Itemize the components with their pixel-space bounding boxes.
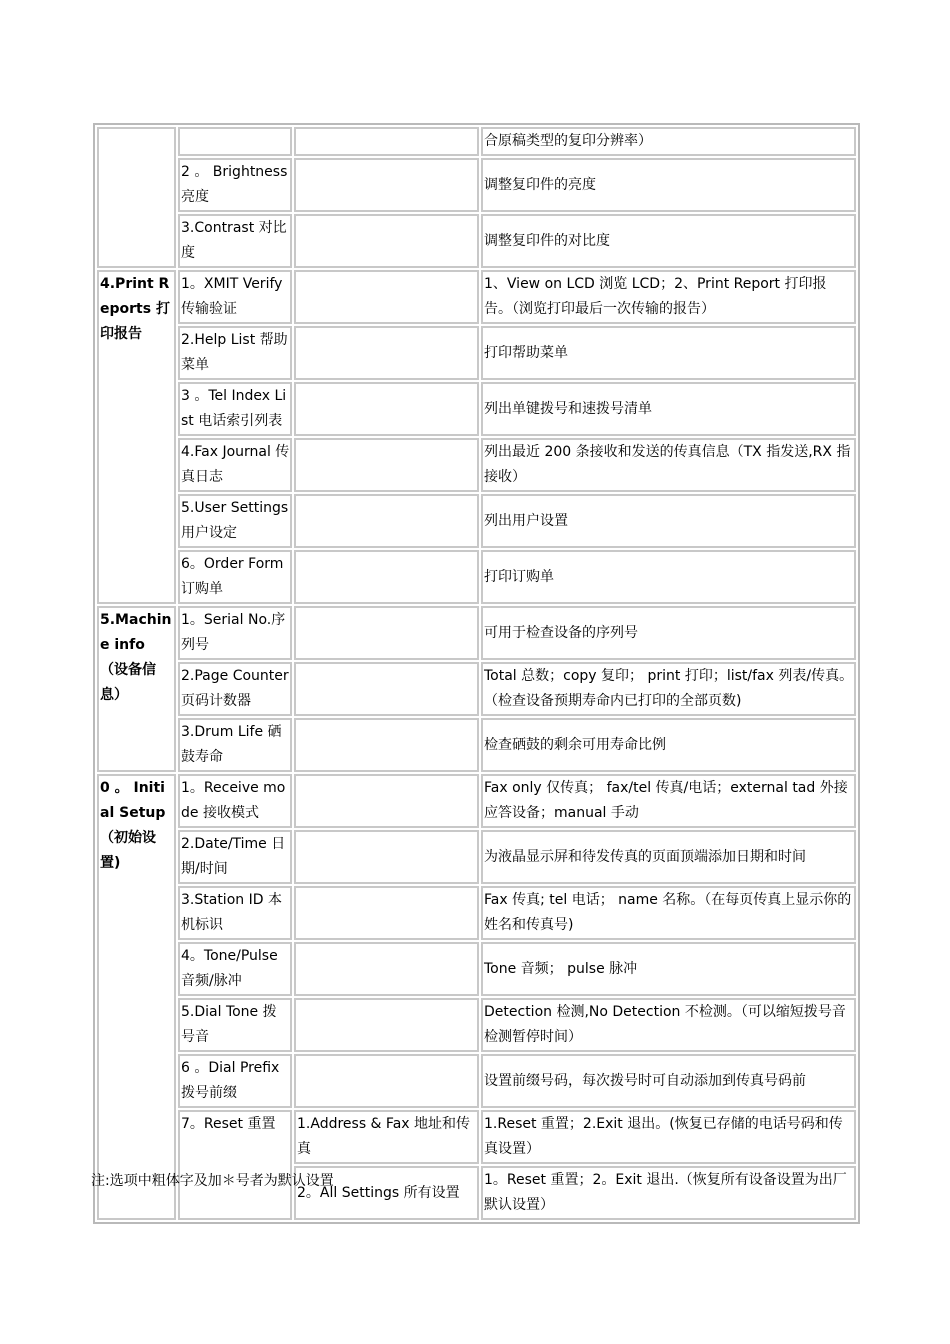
subitem-cell [294,494,479,548]
table-row [97,494,856,548]
description-cell: 列出最近 200 条接收和发送的传真信息（TX 指发送,RX 指接收） [481,438,856,492]
table-row [97,382,856,436]
table-row [97,942,856,996]
subitem-cell [294,270,479,324]
table-row [97,438,856,492]
subitem-cell [294,830,479,884]
subitem-cell [294,438,479,492]
description-cell: 调整复印件的对比度 [481,214,856,268]
description-cell: 合原稿类型的复印分辨率） [481,127,856,156]
item-cell: 5.Dial Tone 拨号音 [178,998,292,1052]
table-row [97,127,856,156]
category-print-reports: 4.Print Reports 打印报告 [97,270,176,604]
item-cell: 2.Help List 帮助菜单 [178,326,292,380]
description-cell: 检查硒鼓的剩余可用寿命比例 [481,718,856,772]
table-row [97,214,856,268]
item-cell: 4.Fax Journal 传真日志 [178,438,292,492]
description-cell: Total 总数；copy 复印； print 打印；list/fax 列表/传真。（检查设备预期寿命内已打印的全部页数) [481,662,856,716]
item-cell: 2.Page Counter 页码计数器 [178,662,292,716]
subitem-cell [294,774,479,828]
item-cell [178,127,292,156]
item-cell: 6 。Dial Prefix 拨号前缀 [178,1054,292,1108]
item-cell: 1。Serial No.序列号 [178,606,292,660]
subitem-cell [294,214,479,268]
item-cell: 7。Reset 重置 [178,1110,292,1220]
description-cell: 打印订购单 [481,550,856,604]
item-cell: 1。XMIT Verify 传输验证 [178,270,292,324]
item-cell: 3.Contrast 对比度 [178,214,292,268]
subitem-cell [294,127,479,156]
table-row [97,326,856,380]
table-row [97,1110,856,1164]
table-row [97,270,856,324]
description-cell: 1。Reset 重置；2。Exit 退出.（恢复所有设备设置为出厂默认设置） [481,1166,856,1220]
subitem-cell [294,662,479,716]
table-row [97,550,856,604]
settings-table [93,123,860,1224]
subitem-cell [294,606,479,660]
subitem-cell [294,326,479,380]
subitem-cell [294,1054,479,1108]
description-cell: 设置前缀号码，每次拨号时可自动添加到传真号码前 [481,1054,856,1108]
footnote: 注:选项中粗体字及加＊号者为默认设置 [91,1173,334,1189]
item-cell: 2.Date/Time 日期/时间 [178,830,292,884]
category-machine-info: 5.Machine info （设备信息） [97,606,176,772]
description-cell: 可用于检查设备的序列号 [481,606,856,660]
table-row [97,1054,856,1108]
description-cell: 打印帮助菜单 [481,326,856,380]
item-cell: 2 。 Brightness 亮度 [178,158,292,212]
table-row [97,774,856,828]
description-cell: Detection 检测,No Detection 不检测。（可以缩短拨号音检测暂停时间） [481,998,856,1052]
item-cell: 3.Station ID 本机标识 [178,886,292,940]
table-row [97,998,856,1052]
table-row [97,830,856,884]
description-cell: 1.Reset 重置；2.Exit 退出。(恢复已存储的电话号码和传真设置） [481,1110,856,1164]
item-cell: 3 。Tel Index List 电话索引列表 [178,382,292,436]
subitem-cell [294,998,479,1052]
subitem-cell [294,718,479,772]
subitem-cell [294,886,479,940]
description-cell: Fax only 仅传真； fax/tel 传真/电话；external tad 外接应答设备；manual 手动 [481,774,856,828]
category-initial-setup: 0 。 Initial Setup （初始设置) [97,774,176,1220]
description-cell: 为液晶显示屏和待发传真的页面顶端添加日期和时间 [481,830,856,884]
subitem-cell [294,550,479,604]
item-cell: 1。Receive mode 接收模式 [178,774,292,828]
item-cell: 6。Order Form 订购单 [178,550,292,604]
subitem-cell [294,382,479,436]
table-row [97,886,856,940]
description-cell: 1、View on LCD 浏览 LCD；2、Print Report 打印报告。（浏览打印最后一次传输的报告） [481,270,856,324]
table-row [97,662,856,716]
item-cell: 3.Drum Life 硒鼓寿命 [178,718,292,772]
item-cell: 4。Tone/Pulse 音频/脉冲 [178,942,292,996]
subitem-cell: 1.Address & Fax 地址和传真 [294,1110,479,1164]
description-cell: 列出用户设置 [481,494,856,548]
table-row [97,606,856,660]
table-row [97,158,856,212]
description-cell: 调整复印件的亮度 [481,158,856,212]
subitem-cell [294,158,479,212]
subitem-cell: 2。All Settings 所有设置 [294,1166,479,1220]
description-cell: Fax 传真; tel 电话； name 名称。（在每页传真上显示你的姓名和传真号) [481,886,856,940]
subitem-cell [294,942,479,996]
description-cell: Tone 音频； pulse 脉冲 [481,942,856,996]
table-row [97,718,856,772]
category-cell [97,127,176,268]
description-cell: 列出单键拨号和速拨号清单 [481,382,856,436]
item-cell: 5.User Settings 用户设定 [178,494,292,548]
